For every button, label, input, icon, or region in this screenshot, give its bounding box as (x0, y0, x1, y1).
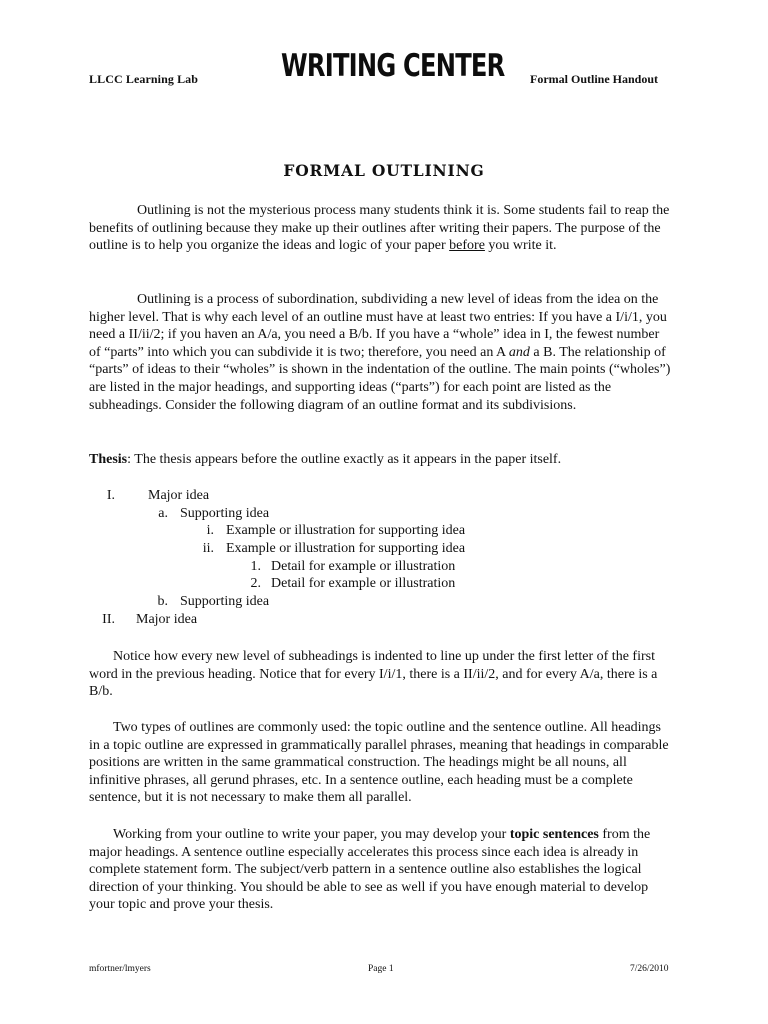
outline-marker: I. (106, 488, 115, 503)
page-title: FORMAL OUTLINING (283, 161, 485, 180)
paragraph-outline-types: Two types of outlines are commonly used: the topic outline and the sentence outline. All headings in a topic outline are expressed in grammatically parallel phrases, meaning that headings in comparable positions are written in the same grammatical construction. The headings might be all nouns, all infinitive phrases, all gerund phrases, etc. In a sentence outline, each heading must be a complete sentence, but it is not necessary to make them all parallel. (89, 720, 669, 806)
outline-marker: II. (102, 612, 115, 627)
outline-marker: i. (206, 523, 214, 538)
thesis-label: Thesis (89, 452, 128, 467)
outline-text: Major idea (136, 612, 198, 627)
paragraph-text: Outlining is a process of subordination, subdividing a new level of ideas from the idea on the higher level. That is why each level of an outline must have at least two entries: If you have a I/i/1, you need a II/ii/2; if you haven an A/a, you need a B/b. If you have a “whole” idea in I, the fewest number of “parts” into which you can subdivide it is two; therefore, you need an A (89, 292, 667, 360)
italic-word: and (508, 344, 530, 360)
footer-date: 7/26/2010 (630, 964, 669, 974)
paragraph-text: a B. The relationship of “parts” of ideas to their “wholes” is shown in the indentation of the outline. The main points (“wholes”) are listed in the major headings, and supporting ideas (“parts”) for each point are listed as the subheadings. Consider the following diagram of an outline format and its subdivisions. (89, 344, 671, 413)
outline-text: Example or illustration for supporting idea (226, 541, 466, 556)
header-right-text: Formal Outline Handout (530, 72, 659, 86)
outline-marker: a. (158, 506, 168, 521)
paragraph-thesis (89, 451, 673, 469)
underlined-word: before (449, 238, 485, 254)
outline-marker: 1. (250, 559, 261, 574)
outline-text: Major idea (148, 488, 210, 503)
paragraph-text: : The thesis appears before the outline exactly as it appears in the paper itself. (127, 452, 562, 467)
paragraph-text: from the major headings. A sentence outline especially accelerates this process since each idea is already in complete statement form. The subject/verb pattern in a sentence outline also establishes the logical direction of your thinking. You should be able to see as well if you have enough material to develop your topic and prove your thesis. (89, 827, 651, 913)
paragraph-writing-from-outline (89, 826, 673, 914)
paragraph-indentation: Notice how every new level of subheadings is indented to line up under the first letter of the first word in the previous heading. Notice that for every I/i/1, there is a II/ii/2, and for every A/a, there is a B/b. (89, 649, 658, 700)
outline-text: Supporting idea (180, 594, 270, 609)
paragraph-text: you write it. (484, 238, 557, 254)
outline-text: Example or illustration for supporting idea (226, 523, 466, 538)
paragraph-subordination (89, 291, 673, 414)
header-left-text: LLCC Learning Lab (89, 72, 199, 86)
outline-text: Supporting idea (180, 506, 270, 521)
outline-text: Detail for example or illustration (271, 576, 456, 591)
outline-text: Detail for example or illustration (271, 559, 456, 574)
outline-marker: ii. (202, 541, 214, 556)
header-logo-text: WRITING CENTER (281, 48, 505, 84)
paragraph-text: Outlining is not the mysterious process many students think it is. Some students fail to reap the benefits of outlining because they make up their outlines after writing their papers. The purpose of the outline is to help you organize the ideas and logic of your paper (89, 203, 670, 254)
outline-marker: 2. (250, 576, 261, 591)
paragraph-intro (89, 202, 673, 255)
footer-authors: mfortner/lmyers (89, 964, 151, 974)
paragraph-text: Working from your outline to write your paper, you may develop your (113, 827, 510, 842)
bold-phrase: topic sentences (509, 827, 599, 842)
footer-page-number: Page 1 (368, 964, 394, 974)
outline-marker: b. (157, 594, 168, 609)
